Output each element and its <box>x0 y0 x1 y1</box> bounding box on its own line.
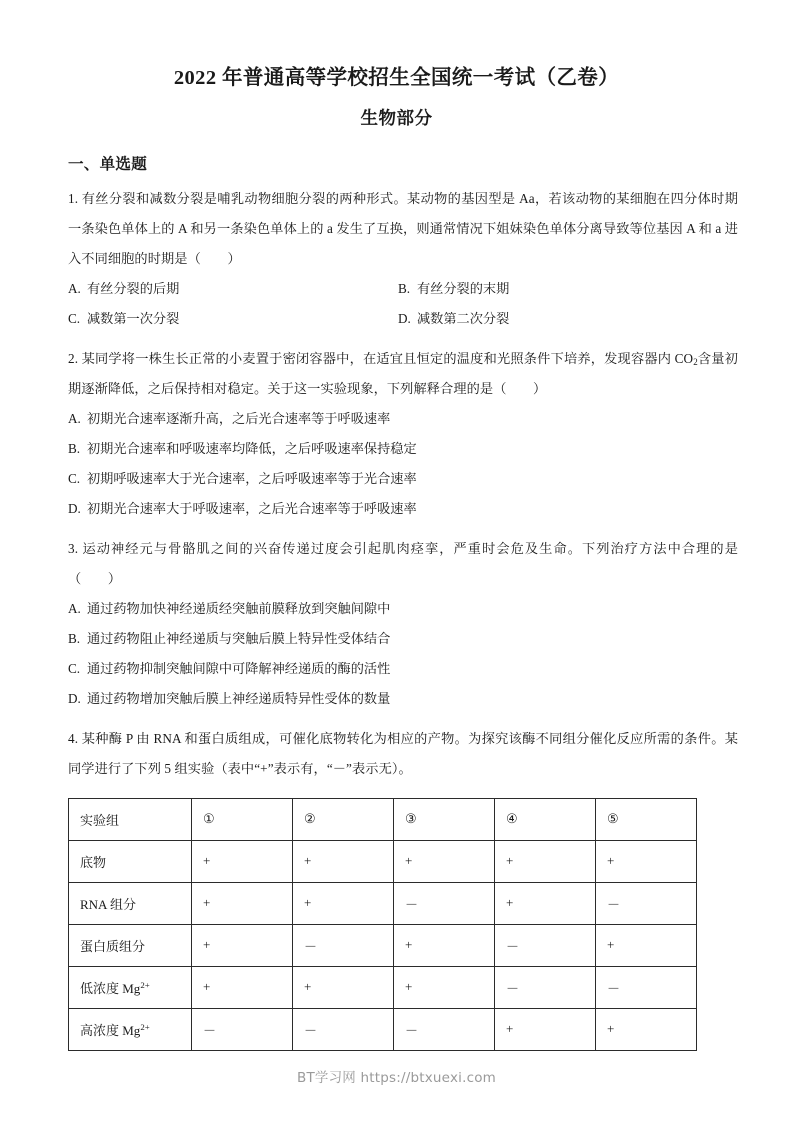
question-3-option-c[interactable] <box>68 654 738 684</box>
experiment-table <box>68 798 697 1051</box>
question-1-option-a[interactable] <box>68 274 398 304</box>
cell: － <box>596 966 697 1008</box>
option-text: 初期光合速率和呼吸速率均降低，之后呼吸速率保持稳定 <box>87 440 417 456</box>
question-3-option-a[interactable] <box>68 594 738 624</box>
question-1-option-c[interactable] <box>68 304 398 334</box>
header-group-3: ③ <box>394 798 495 840</box>
co2-subscript: 2 <box>693 356 698 367</box>
question-1-option-b[interactable] <box>398 274 728 304</box>
cell: + <box>495 1008 596 1050</box>
page-subtitle: 生物部分 <box>360 107 433 128</box>
cell: － <box>495 924 596 966</box>
page-title: 2022 年普通高等学校招生全国统一考试（乙卷） <box>173 67 620 89</box>
question-1-stem: 1. 有丝分裂和减数分裂是哺乳动物细胞分裂的两种形式。某动物的基因型是 Aa，若该动物的某细胞在四分体时期一条染色单体上的 A 和另一条染色单体上的 a 发生了互换，则通常情况下姐妹染色单体分离导致等位基因 A 和 a 进入不同细胞的时期是（ ） <box>68 190 738 266</box>
questions-container <box>0 174 793 784</box>
cell: － <box>394 1008 495 1050</box>
cell: + <box>394 966 495 1008</box>
question-2-stem-part1: 2. 某同学将一株生长正常的小麦置于密闭容器中，在适宜且恒定的温度和光照条件下培养，发现容器内 CO <box>68 350 694 366</box>
cell: + <box>192 924 293 966</box>
cell: － <box>192 1008 293 1050</box>
option-text: 初期呼吸速率大于光合速率，之后呼吸速率等于光合速率 <box>87 470 417 486</box>
table-header-row <box>69 798 697 840</box>
header-group-1: ① <box>192 798 293 840</box>
row-label-text: 低浓度 Mg <box>80 980 141 996</box>
cell: + <box>495 840 596 882</box>
cell: + <box>293 840 394 882</box>
experiment-table-wrap <box>0 784 793 1051</box>
option-label: C. <box>68 310 81 326</box>
cell: + <box>596 840 697 882</box>
row-label-low-mg <box>69 966 192 1008</box>
cell: + <box>192 840 293 882</box>
row-label-protein-component: 蛋白质组分 <box>69 924 192 966</box>
option-label: B. <box>68 440 81 456</box>
cell: － <box>495 966 596 1008</box>
question-2-option-d[interactable] <box>68 494 738 524</box>
option-text: 初期光合速率大于呼吸速率，之后光合速率等于呼吸速率 <box>87 500 417 516</box>
option-text: 通过药物抑制突触间隙中可降解神经递质的酶的活性 <box>87 660 391 676</box>
cell: + <box>192 966 293 1008</box>
cell: + <box>596 924 697 966</box>
question-2-stem-part2: 含量初期逐渐降低，之后保持相对稳定。关于这一实验现象，下列解释合理的是（ ） <box>68 350 738 396</box>
cell: － <box>394 882 495 924</box>
row-label-text: 高浓度 Mg <box>80 1022 141 1038</box>
question-1-options-row-2 <box>68 304 738 334</box>
cell: + <box>394 924 495 966</box>
header-group-5: ⑤ <box>596 798 697 840</box>
option-text: 通过药物阻止神经递质与突触后膜上特异性受体结合 <box>87 630 391 646</box>
question-3-option-b[interactable] <box>68 624 738 654</box>
row-label-high-mg <box>69 1008 192 1050</box>
option-label: D. <box>398 310 411 326</box>
row-label-rna-component: RNA 组分 <box>69 882 192 924</box>
option-label: A. <box>68 410 81 426</box>
table-row <box>69 924 697 966</box>
option-text: 减数第二次分裂 <box>417 310 510 326</box>
question-2-option-c[interactable] <box>68 464 738 494</box>
cell: + <box>293 966 394 1008</box>
option-text: 有丝分裂的末期 <box>417 280 510 296</box>
option-text: 减数第一次分裂 <box>87 310 180 326</box>
question-2-stem <box>68 334 738 404</box>
cell: + <box>495 882 596 924</box>
option-label: B. <box>68 630 81 646</box>
cell: + <box>192 882 293 924</box>
option-label: A. <box>68 600 81 616</box>
option-label: D. <box>68 500 81 516</box>
cell: + <box>293 882 394 924</box>
option-label: D. <box>68 690 81 706</box>
charge-superscript: 2+ <box>140 979 150 990</box>
question-1-option-d[interactable] <box>398 304 728 334</box>
table-row <box>69 882 697 924</box>
cell: － <box>293 924 394 966</box>
option-text: 有丝分裂的后期 <box>87 280 180 296</box>
charge-superscript: 2+ <box>140 1021 150 1032</box>
option-label: C. <box>68 660 81 676</box>
question-2-option-a[interactable] <box>68 404 738 434</box>
table-row <box>69 1008 697 1050</box>
option-label: A. <box>68 280 81 296</box>
question-1-options-row-1 <box>68 274 738 304</box>
cell: + <box>596 1008 697 1050</box>
option-text: 初期光合速率逐渐升高，之后光合速率等于呼吸速率 <box>87 410 391 426</box>
header-group-2: ② <box>293 798 394 840</box>
question-3-stem: 3. 运动神经元与骨骼肌之间的兴奋传递过度会引起肌肉痉挛，严重时会危及生命。下列治疗方法中合理的是（ ） <box>68 540 738 586</box>
cell: + <box>394 840 495 882</box>
row-label-substrate: 底物 <box>69 840 192 882</box>
footer-watermark: BT学习网 https://btxuexi.com <box>296 1070 497 1086</box>
question-3-option-d[interactable] <box>68 684 738 714</box>
option-text: 通过药物加快神经递质经突触前膜释放到突触间隙中 <box>87 600 391 616</box>
option-label: B. <box>398 280 411 296</box>
question-4-stem: 4. 某种酶 P 由 RNA 和蛋白质组成，可催化底物转化为相应的产物。为探究该酶不同组分催化反应所需的条件。某同学进行了下列 5 组实验（表中“+”表示有，“－”表示无）。 <box>68 730 738 776</box>
cell: － <box>293 1008 394 1050</box>
header-label: 实验组 <box>69 798 192 840</box>
option-label: C. <box>68 470 81 486</box>
question-2-option-b[interactable] <box>68 434 738 464</box>
section-heading: 一、单选题 <box>68 155 148 173</box>
cell: － <box>596 882 697 924</box>
table-row <box>69 840 697 882</box>
option-text: 通过药物增加突触后膜上神经递质特异性受体的数量 <box>87 690 391 706</box>
header-group-4: ④ <box>495 798 596 840</box>
table-row <box>69 966 697 1008</box>
